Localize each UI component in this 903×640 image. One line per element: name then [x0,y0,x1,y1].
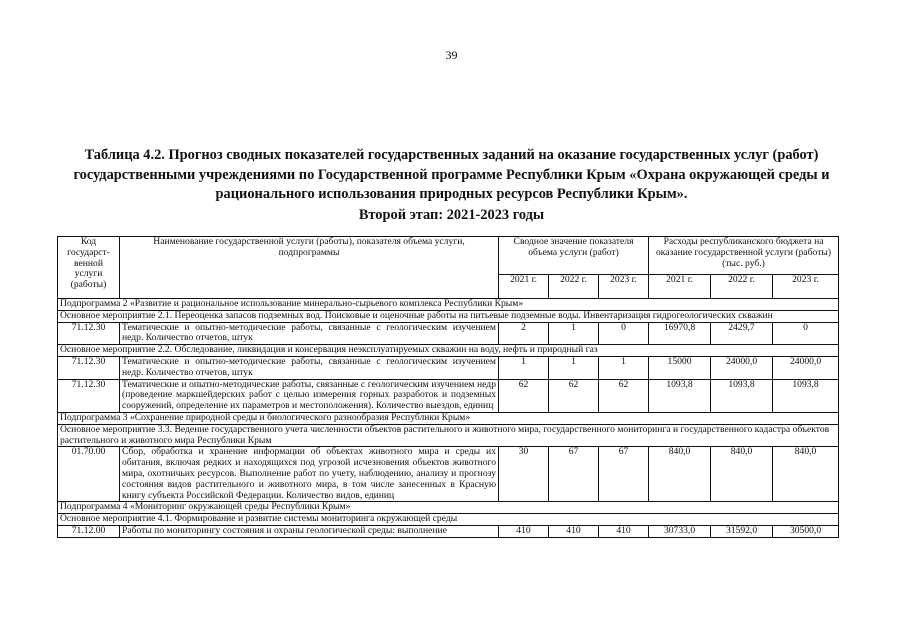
value-cell: 62 [599,379,649,412]
table-row [58,356,839,379]
value-cell: 1093,8 [773,379,839,412]
value-cell: 0 [599,322,649,345]
value-cell: 31592,0 [711,525,773,537]
service-name: Тематические и опытно-методические работы, связанные с геологическим изучением недр. Количество отчетов, штук [120,356,499,379]
forecast-table [57,236,839,538]
section-row: Основное мероприятие 3.3. Ведение государственного учета численности объектов растительного и животного мира, государственного мониторинга и государственного кадастра объектов растительного и животного мира Республики Крым [58,424,839,447]
service-code: 71.12.30 [58,379,120,412]
table-row [58,379,839,412]
value-cell: 15000 [649,356,711,379]
value-cell: 410 [549,525,599,537]
value-cell: 1093,8 [649,379,711,412]
value-cell: 2 [499,322,549,345]
value-cell: 840,0 [711,447,773,502]
section-row: Основное мероприятие 2.1. Переоценка запасов подземных вод. Поисковые и оценочные работы на питьевые подземные воды. Инвентаризация гидрогеологических скважин [58,310,839,322]
service-name: Сбор, обработка и хранение информации об объектах животного мира и среды их обитания, включая редких и находящихся под угрозой исчезновения объектов животного мира, охотничьих ресурсов. Выполнение работ по учету, наблюдению, анализу и прогнозу состояния видов растительного и животного мира, в том числе занесенных в Красную книгу субъекта Российской Федерации. Количество видов, единиц [120,447,499,502]
value-cell: 1 [549,322,599,345]
header-year: 2022 г. [549,275,599,299]
service-code: 01.70.00 [58,447,120,502]
header-name: Наименование государственной услуги (работы), показателя объема услуги, подпрограммы [120,237,499,299]
value-cell: 410 [499,525,549,537]
value-cell: 30500,0 [773,525,839,537]
header-year: 2023 г. [599,275,649,299]
value-cell: 1093,8 [711,379,773,412]
value-cell: 0 [773,322,839,345]
value-cell: 840,0 [649,447,711,502]
value-cell: 24000,0 [711,356,773,379]
value-cell: 67 [549,447,599,502]
value-cell: 2429,7 [711,322,773,345]
value-cell: 62 [549,379,599,412]
value-cell: 30 [499,447,549,502]
section-row: Подпрограмма 4 «Мониторинг окружающей среды Республики Крым» [58,502,839,514]
value-cell: 1 [599,356,649,379]
table-title: Таблица 4.2. Прогноз сводных показателей государственных заданий на оказание государственных услуг (работ) государственными учреждениями по Государственной программе Республики Крым «Охрана окружающей среды и рационального использования природных ресурсов Республики Крым». [73,147,830,202]
table-row [58,525,839,537]
value-cell: 1 [549,356,599,379]
section-row: Основное мероприятие 2.2. Обследование, ликвидация и консервация неэксплуатируемых скважин на воду, нефть и природный газ [58,345,839,357]
value-cell: 30733,0 [649,525,711,537]
service-code: 71.12.30 [58,356,120,379]
section-row: Подпрограмма 3 «Сохранение природной среды и биологического разнообразия Республики Крым» [58,412,839,424]
service-name: Тематические и опытно-методические работы, связанные с геологическим изучением недр. Количество отчетов, штук [120,322,499,345]
header-year: 2022 г. [711,275,773,299]
section-row: Основное мероприятие 4.1. Формирование и развитие системы мониторинга окружающей среды [58,514,839,526]
header-year: 2021 г. [499,275,549,299]
table-subtitle: Второй этап: 2021-2023 годы [358,207,545,223]
header-year: 2023 г. [773,275,839,299]
service-name: Тематические и опытно-методические работы, связанные с геологическим изучением недр (проведение маркшейдерских работ с целью измерения горных разработок и подземных сооружений, определение их параметров и местоположения). Количество выездов, единиц [120,379,499,412]
table-row [58,447,839,502]
service-name: Работы по мониторингу состояния и охраны геологической среды: выполнение [120,525,499,537]
header-year: 2021 г. [649,275,711,299]
page-number: 39 [445,48,458,62]
header-summary: Сводное значение показателя объема услуги (работ) [499,237,649,275]
value-cell: 67 [599,447,649,502]
value-cell: 16970,8 [649,322,711,345]
value-cell: 24000,0 [773,356,839,379]
section-row: Подпрограмма 2 «Развитие и рациональное использование минерально-сырьевого комплекса Республики Крым» [58,299,839,311]
header-code: Код государст-венной услуги (работы) [58,237,120,299]
value-cell: 1 [499,356,549,379]
header-expenses: Расходы республиканского бюджета на оказание государственной услуги (работы) (тыс. руб.) [649,237,839,275]
service-code: 71.12.30 [58,322,120,345]
service-code: 71.12.00 [58,525,120,537]
table-row [58,322,839,345]
value-cell: 62 [499,379,549,412]
value-cell: 840,0 [773,447,839,502]
value-cell: 410 [599,525,649,537]
